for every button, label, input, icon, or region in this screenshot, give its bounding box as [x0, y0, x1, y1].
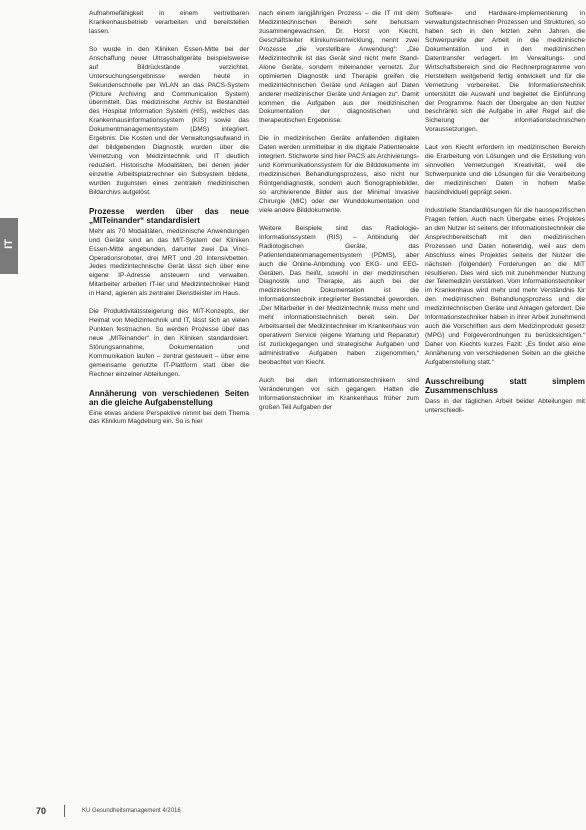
section-tab-it — [0, 218, 18, 274]
paragraph: Industrielle Standardlösungen für die hausspezifischen Fragen fehlen. Auch nach Übergabe eines Projektes an den Nutzer ist seitens der Informationstechniker die Ansprechbereitschaft mit den medizinischen Prozessen und Daten notwendig, weil aus dem Abschluss eines Projektes seitens der Nutzer die nächsten (folgenden) Forderungen an die MIT resultieren. Dies wird sich mit zunehmender Nutzung der Telemedizin verstärken. Vom Informationstechniker im Krankenhaus wird mehr und mehr Verständnis für den medizinischen Behandlungsprozess und die medizintechnischen Geräte und Anlagen gefordert. Die Informationstechniker haben in ihrer Arbeit zunehmend auch die Vorschriften aus dem Medizinprodukt gesetz (MPG) und Folgeverordnungen zu berücksichtigen.“ Daher von Kiechts kurzes Fazit: „Es findet also eine Annäherung von verschiedenen Seiten an die gleiche Aufgabenstellung statt.“ — [425, 206, 585, 367]
paragraph: Die Produktivitätssteigerung des MIT-Konzepts, der Heimat von Medizintechnik und IT, lässt sich an vielen Punkten festmachen. So werden Prozesse über das neue „MITeinander“ in den Kliniken standardisiert. Störungsannahme, Dokumentation und Kommunikation laufen – zentral gesteuert – über eine gemeinsame genutzte IT-Plattform statt über die Rechner einzelner Abteilungen. — [89, 308, 249, 378]
section-tab-label: IT — [3, 239, 15, 249]
column-1 — [89, 10, 249, 436]
paragraph: Die in medizinischen Geräte anfallenden digitalen Daten werden unmittelbar in die digitale Patientenakte integriert. Stichworte sind hier PACS als Archivierungs- und Kommunikationssystem für die Bilddokumente im medizinischen Behandlungsprozess, also nicht nur Röntgendiagnostik, sondern auch Sonographiebilder, so archivierende Bilder aus der Minimal Invasive Chirurgie (MIC) oder der Wunddokumentation und viele andere Bilddokumente. — [259, 135, 419, 214]
paragraph: Dass in der täglichen Arbeit beider Abteilungen mit unterschiedli- — [425, 397, 585, 414]
subheading: Ausschreibung statt simplem Zusammenschluss — [425, 376, 585, 396]
paragraph: Aufnahmefähigkeit in einem vertretbaren Krankenhausbetrieb verarbeiten und bereitstellen lassen. — [89, 10, 249, 35]
subheading: Annäherung von verschiedenen Seiten an die gleiche Aufgabenstellung — [89, 388, 249, 408]
publication-name: KU Gesundheitsmanagement 4/2016 — [82, 808, 181, 814]
paragraph: Auch bei den Informationstechnikern sind Veränderungen vor sich gegangen. Hatten die Informationstechniker im Krankenhaus früher zum großen Teil Aufgaben der — [259, 376, 419, 411]
footer-divider — [64, 805, 65, 817]
paragraph: nach einem langjährigen Prozess – die IT mit dem Medizintechnischen Bereich sehr behutsam zusammengewachsen. Dr. Horst von Kiecht, Geschäftsleiter Klinikumsentwicklung, nennt zwei Prozesse „die vorstellbare Anwendung“: „Die Medizintechnik ist das Gerät sind nicht mehr Stand-Alone Geräte, sondern miteinander vernetzt. Zur optimierten Diagnostik und Therapie greifen die medizintechnischen Geräte und Anlagen auf Daten anderer medizinischer Geräte und Anlagen zu“. Damit kommen die Aufgaben aus der medizinischen Dokumentation der diagnostischen und therapeutischen Ergebnisse. — [259, 10, 419, 125]
paragraph: Weitere Beispiele sind das Radiologie-Informationssystem (RIS) – Anbindung der Radiologischen Geräte, das Patientendatenmanagementsystem (PDMS), aber auch die Online-Anbindung von EKG- und EEG-Geräten. Das heißt, sowohl in der medizinischen Diagnostik und Therapie, als auch bei der medizinischen Dokumentation ist die Informationstechnik integrierter Bestandteil geworden. „Der Mitarbeiter in der Medizintechnik muss mehr und mehr informationstechnisch bereit sein. Der Arbeitsanteil der Medizintechniker im Krankenhaus von operativem Service (eigene Wartung und Reparatur) ist zurückgegangen und strategische Aufgaben und administrative Aufgaben haben zugenommen,“ beobachtet von Kiecht. — [259, 224, 419, 367]
paragraph: Mehr als 70 Modalitäten, medizinische Anwendungen und Geräte sind an das MIT-System der Kliniken Essen-Mitte angebunden, darunter zwei Da Vinci-Operationsroboter, drei MRT und 20 Intensivbetten. Jedes medizintechnische Gerät lässt sich über eine eigene IP-Adresse ansteuern und verwalten. Mitarbeiter arbeiten IT-ler und Medizintechniker Hand in Hand, agieren als zentraler Dienstleister im Haus. — [89, 227, 249, 298]
subheading: Prozesse werden über das neue „MITeinander“ standardisiert — [89, 206, 249, 226]
column-2 — [259, 10, 419, 422]
paragraph: Eine etwas andere Perspektive nimmt bei dem Thema das Klinikum Magdeburg ein. So is hier — [89, 409, 249, 426]
paragraph: So wurde in den Kliniken Essen-Mitte bei der Anschaffung neuer Ultraschallgeräte beispielsweise auf Bildrückstände verzichtet. Untersuchungsergebnisse werden heute in Sekundenschnelle per WLAN an das PACS-System (Picture Archiving and Communication System) übermittelt. Das medizinische Archiv ist Bestandteil des Hospital Information System (HIS), welches das Krankenhausinformationssystem (KIS) sowie das Dokumentmanagementsystem (DMS) integriert. Ergebnis: Die Kosten und der Verwaltungsaufwand in der bildgebenden Diagnostik wurden über die Vernetzung von Medizintechnik und IT deutlich reduziert. Historische Modalitäten, bei denen jeder einzelne Arbeitsplatzrechner ein Subsystem bildete, wurden zugunsten eines zentralen medizinischen Bildarchivs aufgelöst. — [89, 45, 249, 196]
paragraph: Laut von Kiecht erfordern im medizinischen Bereich die Erarbeitung von Lösungen und die Erstellung von sinnvollen Vernetzungen Kreativität, weil die Schwerpunkte und die Lösungen für die Verarbeitung der medizinischen Daten in hohem Maße hausindividuell geprägt seien. — [425, 144, 585, 196]
page-number: 70 — [36, 806, 47, 816]
paragraph: Software- und Hardware-Implementierung in verwaltungstechnischen Prozessen und Strukturen, so haben sich in den letzten zehn Jahren die Schwerpunkte der Arbeit in die medizinische Dokumentation und in den medizinischen Datentransfer verlagert. Im Verwaltungs- und Wirtschaftsbereich sind die Rechnerprogramme von Herstellern weitgehend fertig entwickelt und für die Vernetzung vorbereitet. Die Informationstechnik unterstützt die Auswahl und begleitet die Einführung der Programme. Nach der Übergabe an den Nutzer beschränkt sich die Aufgabe in aller Regel auf die Sicherung der informationstechnischen Voraussetzungen. — [425, 10, 585, 134]
column-3 — [425, 10, 585, 425]
